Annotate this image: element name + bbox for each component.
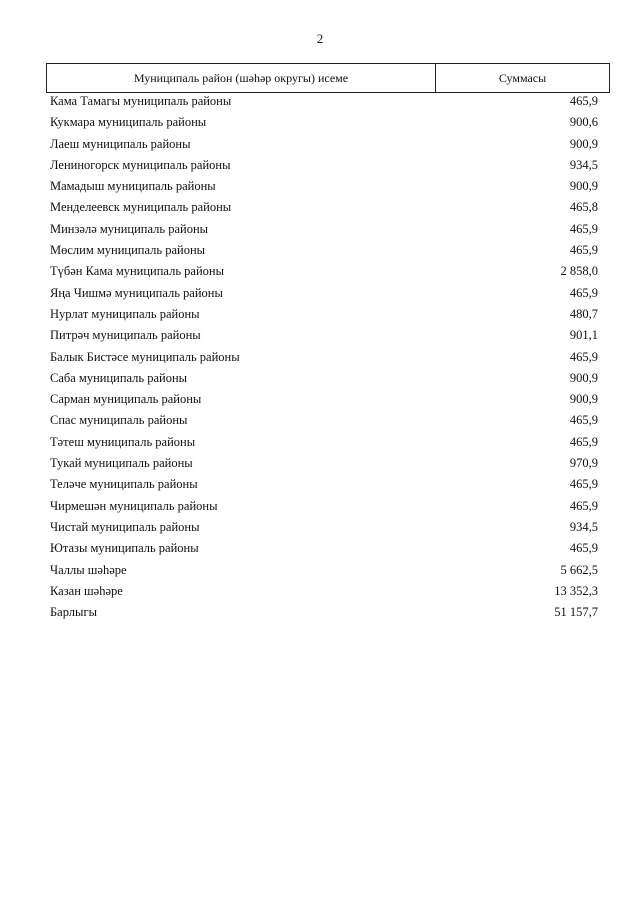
district-sum: 465,8 <box>569 200 598 215</box>
district-sum: 900,6 <box>569 115 598 130</box>
district-name: Казан шәһәре <box>50 583 123 598</box>
district-name: Ютазы муниципаль районы <box>50 541 199 556</box>
page-number: 2 <box>316 31 324 46</box>
district-sum: 900,9 <box>569 136 598 151</box>
table-row <box>50 538 598 559</box>
column-header-sum: Суммасы <box>498 70 547 85</box>
district-name: Мөслим муниципаль районы <box>50 243 206 258</box>
district-sum: 901,1 <box>569 328 598 343</box>
table-row <box>50 112 598 133</box>
district-sum: 900,9 <box>569 179 598 194</box>
district-name: Тукай муниципаль районы <box>50 456 193 471</box>
district-name: Кама Тамагы муниципаль районы <box>50 94 232 108</box>
district-sum: 900,9 <box>569 392 598 407</box>
table-header <box>46 63 610 93</box>
district-name: Теләче муниципаль районы <box>50 477 198 492</box>
district-name: Балык Бистәсе муниципаль районы <box>50 349 240 364</box>
district-sum: 934,5 <box>569 157 598 172</box>
district-name: Питрәч муниципаль районы <box>50 328 201 343</box>
district-sum: 465,9 <box>569 221 598 236</box>
district-name: Мамадыш муниципаль районы <box>50 179 216 194</box>
district-sum: 465,9 <box>569 349 598 364</box>
district-name: Саба муниципаль районы <box>50 370 188 385</box>
district-sum: 465,9 <box>569 477 598 492</box>
district-sum: 465,9 <box>569 94 598 108</box>
table-row <box>50 560 598 581</box>
district-sum: 465,9 <box>569 434 598 449</box>
table-row <box>50 602 598 623</box>
district-sum: 480,7 <box>569 306 598 321</box>
district-name: Менделеевск муниципаль районы <box>50 200 232 215</box>
table-row <box>50 517 598 538</box>
table-row <box>50 283 598 304</box>
table-row <box>50 496 598 517</box>
table-row <box>50 219 598 240</box>
table-row <box>50 347 598 368</box>
table-row <box>50 91 598 112</box>
district-sum: 2 858,0 <box>560 264 598 279</box>
column-header-name: Муниципаль район (шәһәр округы) исеме <box>47 64 436 92</box>
table-row <box>50 134 598 155</box>
district-sum: 51 157,7 <box>554 605 598 620</box>
district-sum: 970,9 <box>569 456 598 471</box>
table-row <box>50 474 598 495</box>
district-name: Лаеш муниципаль районы <box>50 136 191 151</box>
table-row <box>50 325 598 346</box>
table-row <box>50 176 598 197</box>
table-row <box>50 304 598 325</box>
table-row <box>50 389 598 410</box>
table-row <box>50 368 598 389</box>
table-row <box>50 197 598 218</box>
district-name: Нурлат муниципаль районы <box>50 306 200 321</box>
district-sum: 934,5 <box>569 519 598 534</box>
table-row <box>50 432 598 453</box>
district-sum: 900,9 <box>569 370 598 385</box>
table-body <box>50 91 598 623</box>
district-name: Түбән Кама муниципаль районы <box>50 264 224 279</box>
district-name: Яңа Чишмә муниципаль районы <box>50 285 223 300</box>
table-row <box>50 410 598 431</box>
table-row <box>50 581 598 602</box>
district-name: Лениногорск муниципаль районы <box>50 157 231 172</box>
district-sum: 465,9 <box>569 541 598 556</box>
district-name: Кукмара муниципаль районы <box>50 115 207 130</box>
district-sum: 465,9 <box>569 413 598 428</box>
table-row <box>50 155 598 176</box>
district-name: Чирмешән муниципаль районы <box>50 498 218 513</box>
district-name: Спас муниципаль районы <box>50 413 188 428</box>
district-name: Минзәлә муниципаль районы <box>50 221 209 236</box>
district-sum: 13 352,3 <box>554 583 598 598</box>
table-row <box>50 261 598 282</box>
table-row <box>50 240 598 261</box>
district-name: Чистай муниципаль районы <box>50 519 200 534</box>
table-row <box>50 453 598 474</box>
district-name: Чаллы шәһәре <box>50 562 127 577</box>
district-sum: 5 662,5 <box>560 562 598 577</box>
district-name: Тәтеш муниципаль районы <box>50 434 196 449</box>
district-name: Сарман муниципаль районы <box>50 392 202 407</box>
district-sum: 465,9 <box>569 498 598 513</box>
district-sum: 465,9 <box>569 243 598 258</box>
district-name: Барлыгы <box>50 605 97 620</box>
district-sum: 465,9 <box>569 285 598 300</box>
